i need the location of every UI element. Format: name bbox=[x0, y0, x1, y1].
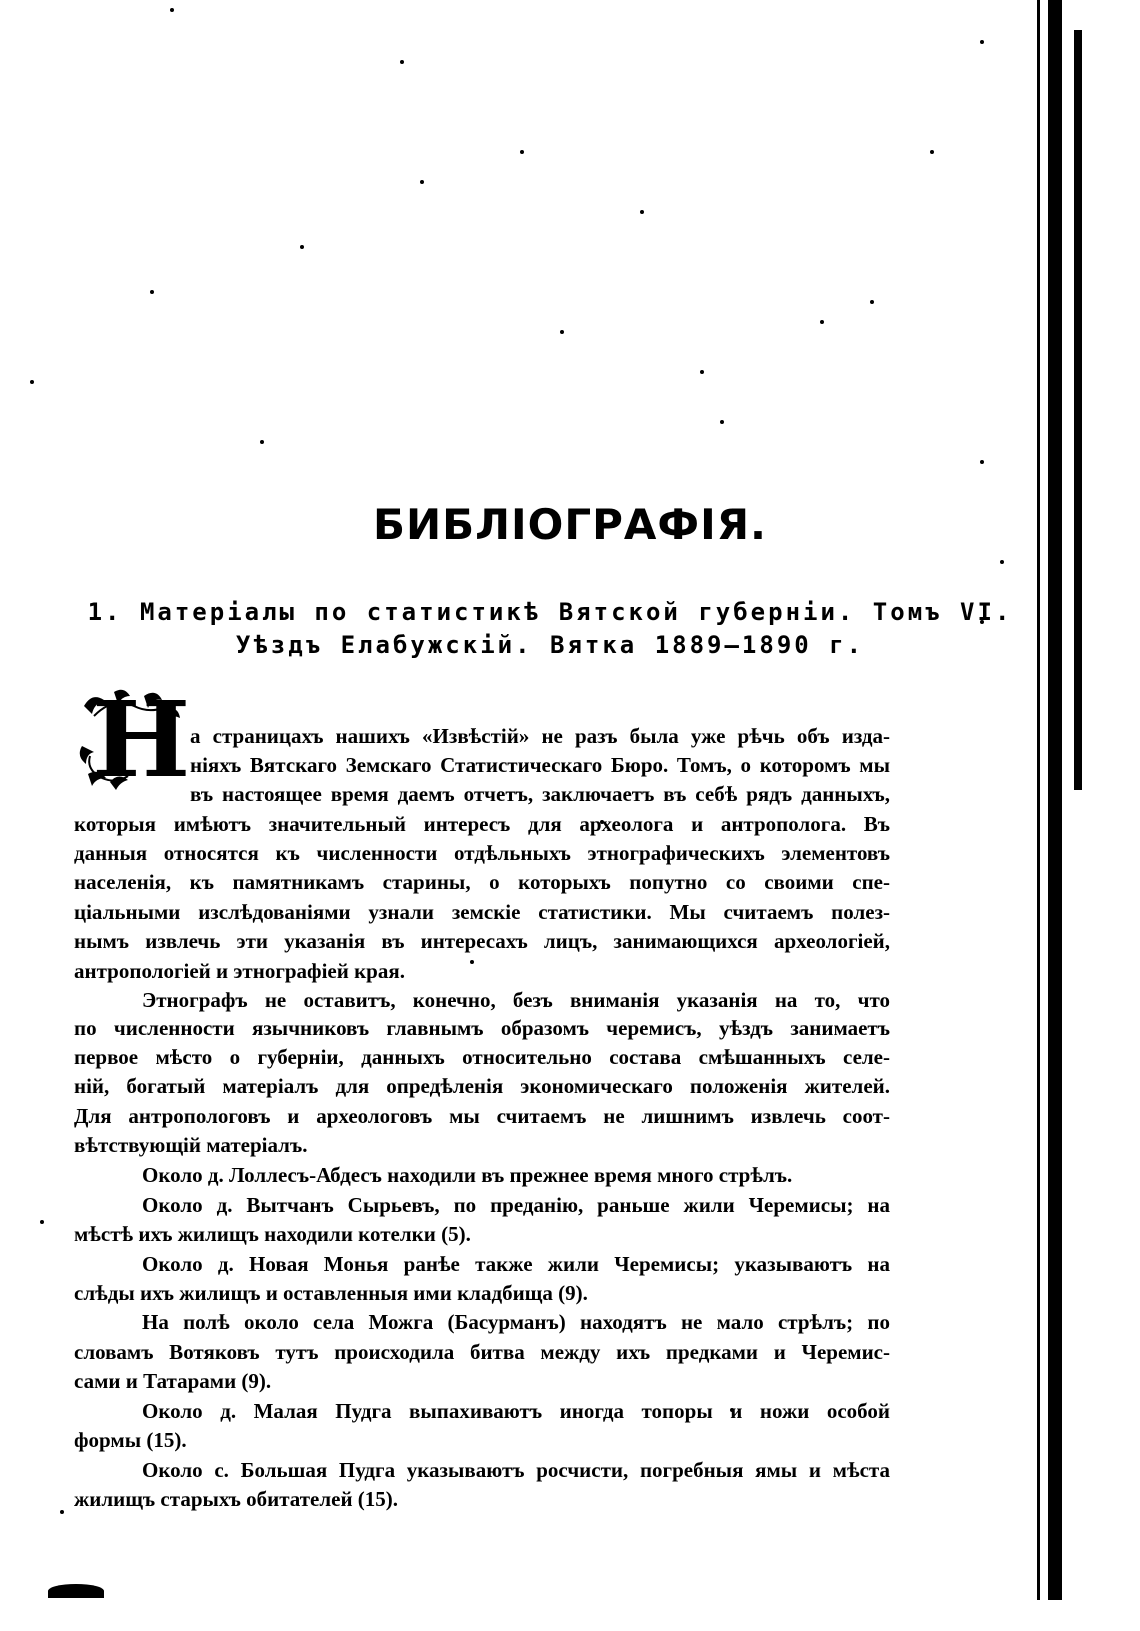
scan-speck bbox=[400, 60, 404, 64]
scan-speck bbox=[60, 1510, 64, 1514]
scan-speck bbox=[700, 370, 704, 374]
scan-speck bbox=[1000, 560, 1004, 564]
text-line: а страницахъ нашихъ «Извѣстiй» не разъ была уже рѣчь объ изда- bbox=[190, 726, 890, 748]
scan-speck bbox=[150, 290, 154, 294]
text-line: данныя относятся къ численности отдѣльныхъ этнографическихъ элементовъ bbox=[74, 843, 890, 865]
text-line: формы (15). bbox=[74, 1428, 187, 1452]
text-line: Этнографъ не оставитъ, конечно, безъ вниманiя указанiя на то, что bbox=[142, 990, 890, 1012]
decorative-initial bbox=[74, 678, 191, 801]
text-line: антропологiей и этнографiей края. bbox=[74, 959, 405, 983]
text-line: мѣстѣ ихъ жилищъ находили котелки (5). bbox=[74, 1222, 471, 1246]
text-line: цiальными изслѣдованiями узнали земскiе статистики. Мы считаемъ полез- bbox=[74, 902, 890, 924]
text-line: Для антропологовъ и археологовъ мы считаемъ не лишнимъ извлечь соот- bbox=[74, 1106, 890, 1128]
scan-edge-bar-secondary bbox=[1074, 30, 1082, 790]
scan-speck bbox=[980, 40, 984, 44]
scan-edge-line bbox=[1037, 0, 1040, 1600]
scan-blot bbox=[48, 1584, 104, 1598]
scan-speck bbox=[560, 330, 564, 334]
scan-speck bbox=[820, 320, 824, 324]
article-title-line-2: Уѣздъ Елабужскiй. Вятка 1889—1890 г. bbox=[235, 631, 865, 659]
text-line: первое мѣсто о губернiи, данныхъ относительно состава смѣшанныхъ селе- bbox=[74, 1047, 890, 1069]
scan-speck bbox=[720, 420, 724, 424]
scan-speck bbox=[170, 8, 174, 12]
text-line: Около с. Большая Пудга указываютъ росчисти, погребныя ямы и мѣста bbox=[142, 1460, 890, 1482]
text-line: которыя имѣютъ значительный интересъ для археолога и антрополога. Въ bbox=[74, 814, 890, 836]
text-line: въ настоящее время даемъ отчетъ, заключаетъ въ себѣ рядъ данныхъ, bbox=[190, 784, 890, 806]
text-line: слѣды ихъ жилищъ и оставленныя ими кладбища (9). bbox=[74, 1281, 588, 1305]
text-line: словамъ Вотяковъ тутъ происходила битва между ихъ предками и Черемис- bbox=[74, 1342, 890, 1364]
text-line: по численности язычниковъ главнымъ образомъ черемисъ, уѣздъ занимаетъ bbox=[74, 1018, 890, 1040]
scan-speck bbox=[930, 150, 934, 154]
text-line: Около д. Новая Монья ранѣе также жили Черемисы; указываютъ на bbox=[142, 1254, 890, 1276]
text-line: нiяхъ Вятскаго Земскаго Статистическаго Бюро. Томъ, о которомъ мы bbox=[190, 755, 890, 777]
dropcap-letter: Н bbox=[92, 678, 191, 801]
scan-speck bbox=[420, 180, 424, 184]
article-title-line-1: 1. Матерiалы по статистикѣ Вятской губернiи. Томъ VI. bbox=[87, 598, 1013, 626]
scan-speck bbox=[260, 440, 264, 444]
text-line: вѣтствующiй матерiалъ. bbox=[74, 1133, 308, 1157]
text-line: жилищъ старыхъ обитателей (15). bbox=[74, 1487, 399, 1511]
text-line: Около д. Малая Пудга выпахиваютъ иногда топоры и ножи особой bbox=[142, 1401, 890, 1423]
text-line: нiй, богатый матерiалъ для опредѣленiя экономическаго положенiя жителей. bbox=[74, 1076, 890, 1098]
scan-edge-bar bbox=[1048, 0, 1062, 1600]
text-line: населенiя, къ памятникамъ старины, о которыхъ попутно со своими спе- bbox=[74, 872, 890, 894]
scan-speck bbox=[30, 380, 34, 384]
text-line: На полѣ около села Можга (Басурманъ) находятъ не мало стрѣлъ; по bbox=[142, 1312, 890, 1334]
text-line: Около д. Вытчанъ Сырьевъ, по преданiю, раньше жили Черемисы; на bbox=[142, 1195, 890, 1217]
scan-speck bbox=[300, 245, 304, 249]
scan-speck bbox=[640, 210, 644, 214]
scan-speck bbox=[40, 1220, 44, 1224]
scan-speck bbox=[470, 960, 474, 964]
scan-speck bbox=[980, 460, 984, 464]
page-heading: БИБЛIОГРАФIЯ. bbox=[372, 500, 767, 549]
scan-speck bbox=[520, 150, 524, 154]
text-line: сами и Татарами (9). bbox=[74, 1369, 272, 1393]
scan-speck bbox=[870, 300, 874, 304]
text-line: нымъ извлечь эти указанiя въ интересахъ лицъ, занимающихся археологiей, bbox=[74, 931, 890, 953]
text-line: Около д. Лоллесъ-Абдесъ находили въ прежнее время много стрѣлъ. bbox=[142, 1163, 793, 1187]
